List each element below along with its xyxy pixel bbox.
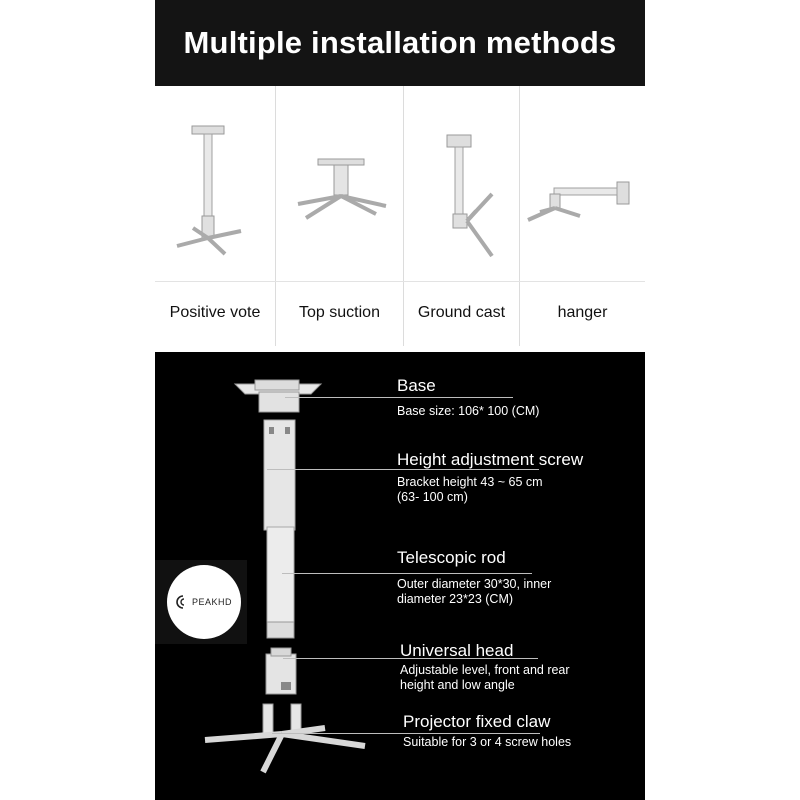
method-label: hanger — [557, 304, 608, 321]
part-title-base: Base — [397, 376, 436, 395]
method-label: Ground cast — [417, 304, 506, 321]
brand-logo — [167, 565, 241, 639]
method-top-suction — [276, 86, 403, 346]
brand-logo-text: PEAKHD — [191, 597, 232, 607]
method-ground-cast — [404, 86, 519, 346]
brand-logo-box — [155, 560, 247, 644]
method-label: Top suction — [299, 304, 380, 321]
floor-mount-image — [404, 86, 519, 281]
leader-line — [272, 733, 540, 734]
inverted-mount-image — [276, 86, 403, 281]
part-title-height-screw: Height adjustment screw — [397, 450, 584, 469]
part-desc-fixed-claw: Suitable for 3 or 4 screw holes — [403, 735, 572, 749]
page-title: Multiple installation methods — [183, 25, 617, 60]
part-desc-telescopic-rod: Outer diameter 30*30, inner diameter 23*23 (CM) — [397, 577, 552, 606]
part-title-universal-head: Universal head — [400, 641, 514, 660]
ceiling-mount-image — [155, 86, 275, 281]
method-hanger — [520, 86, 645, 346]
part-title-telescopic-rod: Telescopic rod — [397, 548, 506, 567]
wall-mount-image — [520, 86, 645, 281]
header-banner — [155, 0, 645, 86]
leader-line — [282, 573, 532, 574]
method-label: Positive vote — [169, 304, 261, 321]
peakhd-mark-icon — [176, 595, 190, 609]
part-desc-height-screw: Bracket height 43 ~ 65 cm (63- 100 cm) — [397, 475, 543, 504]
leader-line — [285, 397, 513, 398]
part-desc-base: Base size: 106* 100 (CM) — [397, 404, 540, 418]
installation-methods-grid — [155, 86, 645, 346]
method-positive-vote — [155, 86, 275, 346]
part-desc-universal-head: Adjustable level, front and rear height and low angle — [400, 663, 570, 692]
part-title-fixed-claw: Projector fixed claw — [403, 712, 551, 731]
